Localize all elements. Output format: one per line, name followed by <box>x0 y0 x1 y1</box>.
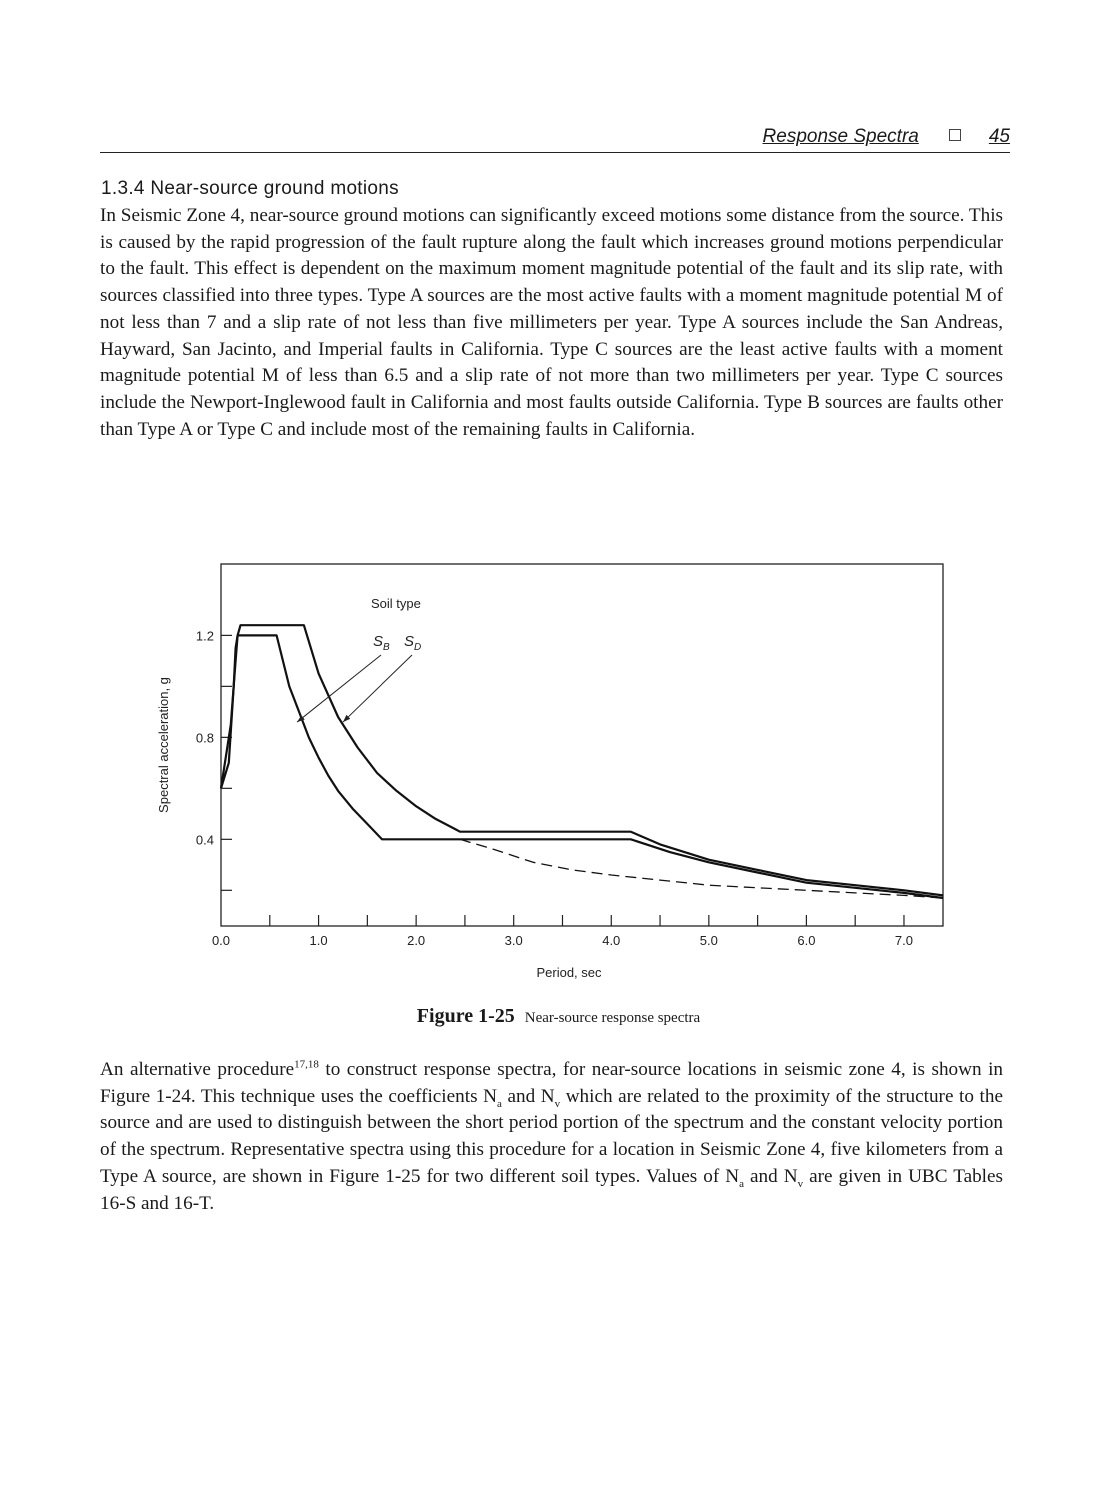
x-axis <box>212 915 913 948</box>
section-heading <box>101 178 399 200</box>
x-tick-label: 5.0 <box>699 933 718 948</box>
figure-title: Near-source response spectra <box>524 1010 701 1026</box>
text-run: and N <box>501 1085 555 1107</box>
page-number: 45 <box>988 126 1010 147</box>
running-title: Response Spectra <box>762 126 919 147</box>
body-paragraph-1: In Seismic Zone 4, near-source ground motions can significantly exceed motions some distance from the source. This is caused by the rapid progression of the fault rupture along the fault which increases ground motions perpendicular to the fault. This effect is dependent on the maximum moment magnitude potential of the fault and its slip rate, with sources classified into three types. Type A sources are the most active faults with a moment magnitude potential M of not less than 7 and a slip rate of not less than five millimeters per year. Type A sources include the San Andreas, Hayward, San Jacinto, and Imperial faults in California. Type C sources are the least active faults with a moment magnitude potential M of less than 6.5 and a slip rate of not more than two millimeters per year. Type C sources include the Newport-Inglewood fault in California and most faults outside California. Type B sources are faults other than Type A or Type C and include most of the remaining faults in California. <box>100 205 1003 440</box>
x-tick-label: 4.0 <box>602 933 621 948</box>
figure-number: Figure 1-25 <box>416 1005 515 1027</box>
page-header <box>100 126 1010 153</box>
x-axis-label: Period, sec <box>536 965 602 980</box>
running-header <box>763 126 1010 148</box>
x-tick-label: 2.0 <box>407 933 426 948</box>
x-tick-label: 1.0 <box>309 933 328 948</box>
x-tick-label: 3.0 <box>504 933 523 948</box>
y-axis-label: Spectral acceleration, g <box>156 677 171 813</box>
subscript: v <box>554 1097 561 1110</box>
text-run: which are related to the proximity of the structure to the source and are used to distinguish between the short period portion of the spectrum and the constant velocity portion of the spectrum. Representative spectra using this procedure for a location in Seismic Zone 4, five kilometers from a Type A source, are shown in Figure 1-25 for two different soil types. Values of N <box>100 1085 1003 1187</box>
x-tick-label: 7.0 <box>894 933 914 948</box>
y-tick-label: 0.8 <box>195 730 214 746</box>
reference-superscript: 17,18 <box>294 1058 319 1071</box>
annotation-arrow <box>297 655 381 722</box>
subscript: a <box>496 1097 502 1110</box>
annotation-arrow <box>343 655 412 722</box>
square-bullet-icon <box>949 129 961 141</box>
soil-type-label: $S_B$ <box>373 633 390 653</box>
legend-title: Soil type <box>371 596 421 611</box>
text-run: to construct response spectra, for near-source locations in seismic zone 4, is shown in Figure 1-24. This technique uses the coefficients N <box>100 1059 1004 1107</box>
subscript: v <box>797 1177 804 1190</box>
body-paragraph-2 <box>100 1057 1003 1217</box>
series-line-sd <box>221 625 943 895</box>
y-tick-label: 0.4 <box>195 832 214 848</box>
response-spectra-chart <box>0 540 1117 1000</box>
section-number: 1.3.4 <box>101 178 145 199</box>
subscript: a <box>739 1177 744 1190</box>
soil-type-subscript: D <box>414 642 422 653</box>
y-tick-label: 1.2 <box>195 628 214 644</box>
annotation-layer <box>297 596 421 722</box>
series-layer <box>221 625 943 898</box>
soil-type-subscript: B <box>383 642 390 653</box>
text-run: and N <box>743 1165 798 1187</box>
soil-type-label: $S_D$ <box>404 633 422 653</box>
section-title: Near-source ground motions <box>150 178 399 199</box>
text-run: are given in UBC Tables 16-S and 16-T. <box>100 1165 1003 1214</box>
x-tick-label: 0.0 <box>211 933 231 948</box>
text-run: An alternative procedure <box>100 1059 295 1080</box>
y-axis <box>196 628 232 890</box>
figure-caption <box>0 1005 1117 1028</box>
series-line-sb <box>221 635 943 898</box>
x-tick-label: 6.0 <box>797 933 816 948</box>
